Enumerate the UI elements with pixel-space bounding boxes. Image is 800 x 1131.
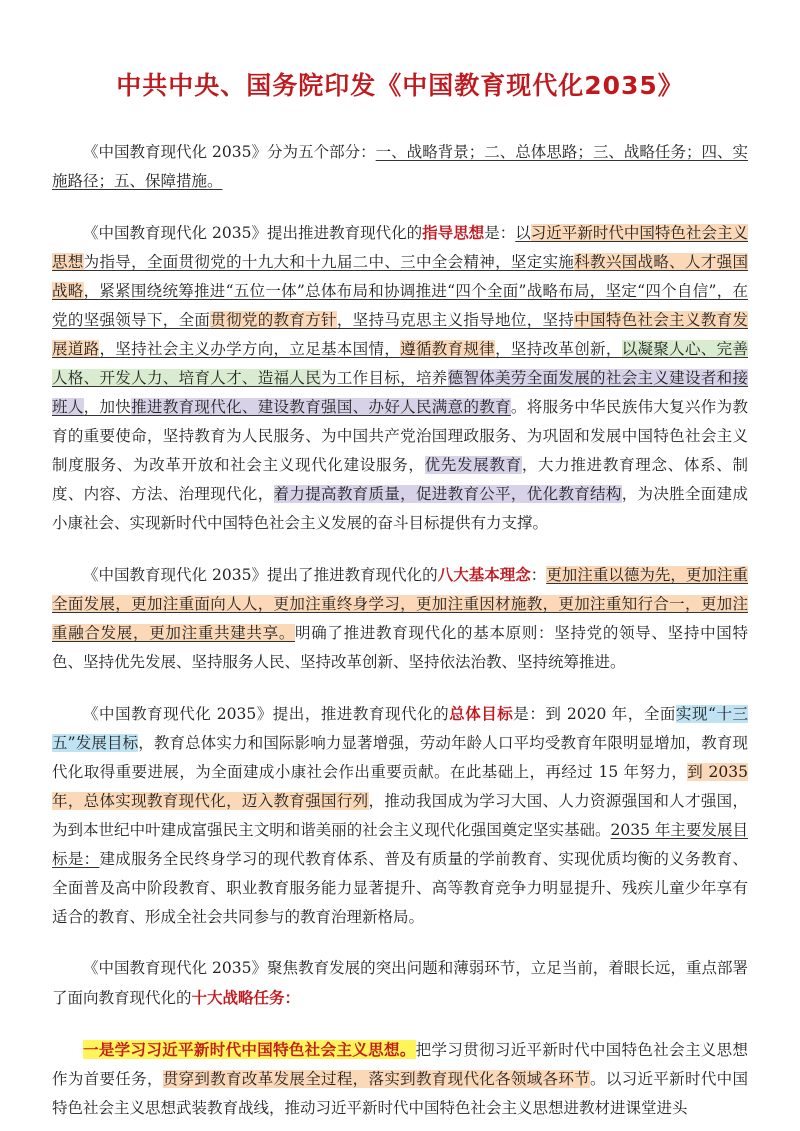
text: ，坚持马克思主义指导地位，坚持: [336, 311, 575, 329]
text: 。以习近平新时代中国特色社会主义思想武装教育战线，推动习近平新时代中国特色社会主义思想进教材进课堂进头: [52, 1070, 748, 1117]
highlight-yellow: 一是学习习近平新时代中国特色社会主义思想。: [83, 1040, 416, 1059]
text: 。将服务中华民族伟大复兴作为教育的重要使命，坚持教育为人民服务、为中国共产党治国理政服务、为巩固和发展中国特色社会主义制度服务、为改革开放和社会主义现代化建设服务，: [52, 398, 748, 474]
highlight-purple: 推进教育现代化、建设教育强国、办好人民满意的教育: [131, 398, 511, 416]
text: 是：: [484, 224, 516, 242]
text: 明确了推进教育现代化的基本原则：坚持党的领导、坚持中国特色、坚持优先发展、坚持服务人民、坚持改革创新、坚持依法治教、坚持统筹推进。: [52, 624, 748, 671]
text: 为工作目标，培养: [321, 369, 448, 387]
highlight-purple: 德智体美劳全面发展的社会主义建设者和接班人: [52, 369, 748, 416]
text: ，为决胜全面建成小康社会、实现新时代中国特色社会主义发展的奋斗目标提供有力支撑。: [52, 485, 748, 532]
underlined-block: [52, 224, 748, 416]
text: ，坚持社会主义办学方向，立足基本国情，: [99, 340, 401, 358]
underlined-text: 一、战略背景；二、总体思路；三、战略任务；四、实施路径；五、保障措施。: [52, 143, 748, 190]
highlight-purple: 优先发展教育: [424, 456, 522, 474]
paragraph-overall-goals: [52, 699, 748, 932]
highlight-orange: 中国特色社会主义教育发展道路: [52, 311, 748, 358]
highlight-orange: 更加注重以德为先，更加注重全面发展，更加注重面向人人，更加注重终身学习，更加注重因材施教，更加注重知行合一，更加注重融合发展，更加注重共建共享。: [52, 566, 748, 642]
highlight-orange: 习近平新时代中国特色社会主义思想: [52, 224, 748, 271]
highlight-orange: 遵循教育规律: [400, 340, 496, 358]
text: 《中国教育现代化 2035》提出，推进教育现代化的: [83, 705, 450, 723]
text: 《中国教育现代化 2035》提出了推进教育现代化的: [83, 566, 438, 584]
text: ，加快: [83, 398, 132, 416]
paragraph-task-one: [52, 1035, 748, 1123]
text: 以: [515, 224, 531, 242]
highlight-orange: 到 2035 年，总体实现教育现代化，迈入教育强国行列: [52, 763, 748, 810]
paragraph-basic-concepts: [52, 560, 748, 677]
text: ，坚持改革创新，: [495, 340, 622, 358]
text: ，教育总体实力和国际影响力显著增强，劳动年龄人口平均受教育年限明显增加，教育现代化取得重要进展，为全面建成小康社会作出重要贡献。在此基础上，再经过 15 年努力，: [52, 734, 748, 781]
underlined-text: 2035 年主要发展目标是：: [52, 821, 748, 868]
highlight-orange: 贯彻党的教育方针: [210, 311, 337, 329]
text: 《中国教育现代化 2035》分为五个部分：: [83, 143, 376, 161]
text: 《中国教育现代化 2035》聚焦教育发展的突出问题和薄弱环节，立足当前，着眼长远，重点部署了面向教育现代化的: [52, 959, 748, 1007]
text: 建成服务全民终身学习的现代教育体系、普及有质量的学前教育、实现优质均衡的义务教育、全面普及高中阶段教育、职业教育服务能力显著提升、高等教育竞争力明显提升、残疾儿童少年享有适合的教育、形成全社会共同参与的教育治理新格局。: [52, 850, 748, 926]
text: 是：到 2020 年，全面: [513, 705, 676, 723]
text: ：: [530, 566, 547, 584]
paragraph-strategic-tasks: [52, 954, 748, 1013]
page-title: 中共中央、国务院印发《中国教育现代化2035》: [116, 71, 684, 100]
text: ，大力推进教育理念、体系、制度、内容、方法、治理现代化，: [52, 456, 748, 503]
paragraph-guiding-thought: [52, 218, 748, 538]
text: ，紧紧围绕统筹推进“五位一体”总体布局和协调推进“四个全面”战略布局，坚定“四个自信”，在党的坚强领导下，全面: [52, 282, 748, 329]
highlight-purple: 着力提高教育质量，促进教育公平，优化教育结构: [273, 485, 622, 503]
highlight-blue: 实现“十三五”发展目标: [52, 705, 748, 752]
keyword-eight-concepts: 八大基本理念: [437, 565, 531, 584]
highlight-orange: 贯穿到教育改革发展全过程，落实到教育现代化各领域各环节: [162, 1070, 591, 1088]
text: ，推动我国成为学习大国、人力资源强国和人才强国，为到本世纪中叶建成富强民主文明和谐美丽的社会主义现代化强国奠定坚实基础。: [52, 792, 748, 839]
text: 为指导，全面贯彻党的十九大和十九届二中、三中全会精神，坚定实施: [83, 253, 575, 271]
text: 《中国教育现代化 2035》提出推进教育现代化的: [83, 224, 423, 242]
keyword-guiding-thought: 指导思想: [422, 223, 485, 242]
highlight-orange: 科教兴国战略、人才强国战略: [52, 253, 748, 300]
highlight-green: 以凝聚人心、完善人格、开发人力、培育人才、造福人民: [52, 340, 748, 387]
keyword-overall-goals: 总体目标: [449, 704, 514, 723]
keyword-ten-tasks: 十大战略任务：: [191, 988, 301, 1007]
text: 把学习贯彻习近平新时代中国特色社会主义思想作为首要任务，: [52, 1041, 748, 1088]
paragraph-structure: [52, 138, 748, 196]
